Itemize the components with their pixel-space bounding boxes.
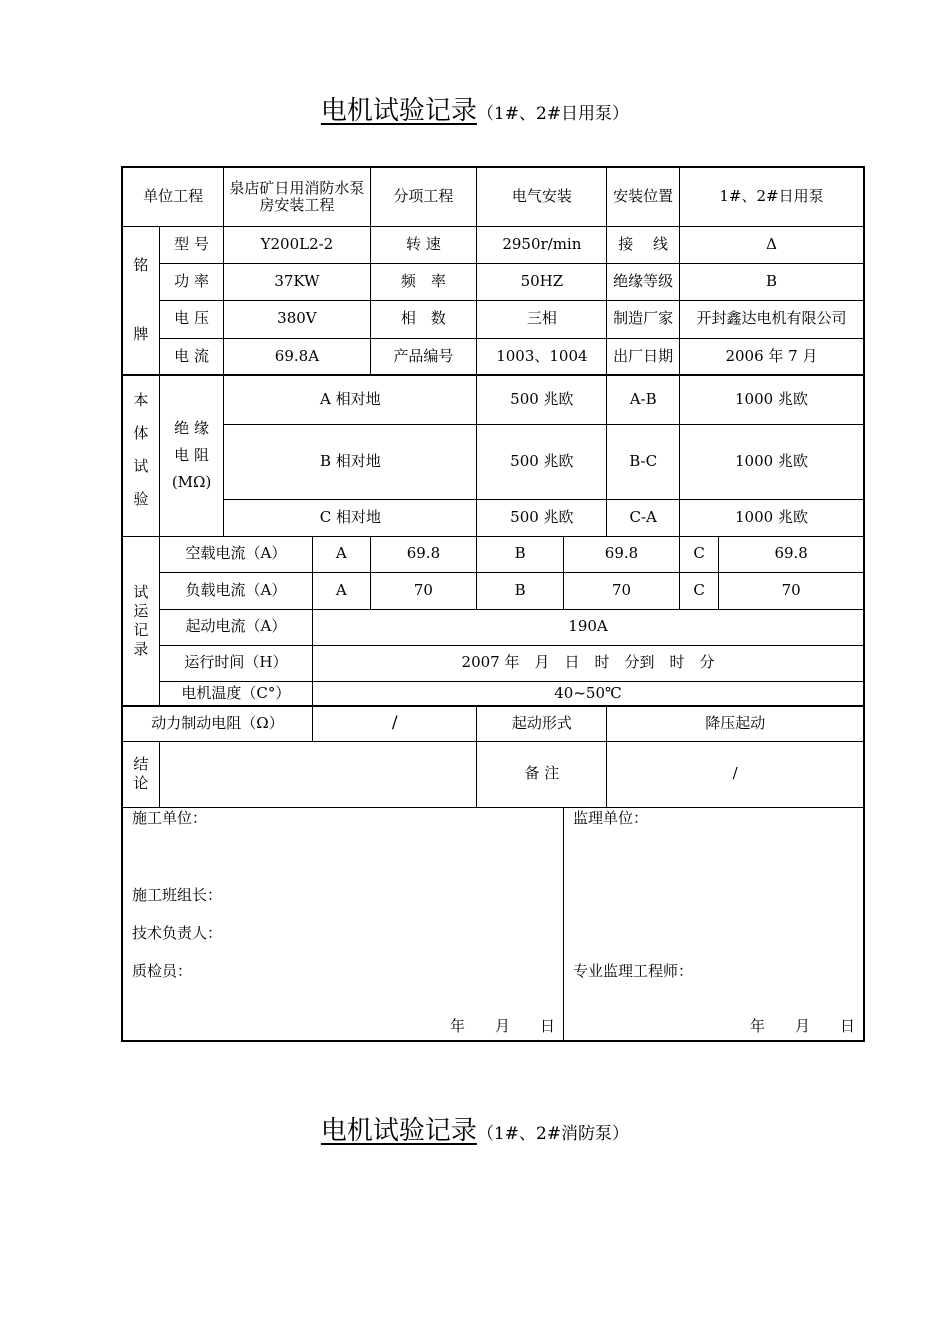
title-main: 电机试验记录	[320, 96, 477, 126]
nameplate-group-label: 铭 牌	[122, 226, 159, 375]
nameplate-row	[122, 300, 864, 338]
unit-project-value: 泉店矿日用消防水泵房安装工程	[224, 167, 370, 226]
title-sub: （1#、2#消防泵）	[476, 1124, 630, 1144]
motor-test-record-table	[121, 166, 865, 1042]
phase-ab-label: A-B	[607, 375, 680, 424]
current-label: 电 流	[159, 338, 224, 375]
motor-temp-value: 40~50℃	[313, 681, 864, 706]
insulation-class-label: 绝缘等级	[607, 263, 680, 300]
noload-current-label: 空载电流（A）	[159, 536, 312, 572]
load-b-label: B	[477, 572, 564, 609]
phase-b-ground-value: 500 兆欧	[477, 424, 607, 499]
load-current-label: 负载电流（A）	[159, 572, 312, 609]
start-current-label: 起动电流（A）	[159, 609, 312, 645]
insulation-row	[122, 424, 864, 499]
phase-a-ground-value: 500 兆欧	[477, 375, 607, 424]
load-c-value: 70	[719, 572, 864, 609]
phase-ca-label: C-A	[607, 499, 680, 536]
sub-project-label: 分项工程	[370, 167, 477, 226]
load-c-label: C	[679, 572, 718, 609]
noload-b-value: 69.8	[564, 536, 680, 572]
conclusion-label: 结 论	[122, 741, 159, 807]
noload-c-label: C	[679, 536, 718, 572]
manufacture-date-label: 出厂日期	[607, 338, 680, 375]
nameplate-row	[122, 226, 864, 263]
power-label: 功 率	[159, 263, 224, 300]
remark-value: /	[607, 741, 864, 807]
insulation-row	[122, 499, 864, 536]
product-number-value: 1003、1004	[477, 338, 607, 375]
start-current-value: 190A	[313, 609, 864, 645]
current-value: 69.8A	[224, 338, 370, 375]
unit-project-label: 单位工程	[122, 167, 224, 226]
signature-row	[122, 807, 864, 1041]
location-value: 1#、2#日用泵	[679, 167, 864, 226]
nameplate-row	[122, 263, 864, 300]
load-a-label: A	[313, 572, 370, 609]
supervisor-engineer-label: 专业监理工程师：	[573, 961, 694, 980]
body-test-group-label: 本 体 试 验	[122, 375, 159, 536]
title-main: 电机试验记录	[320, 1116, 477, 1146]
manufacture-date-value: 2006 年 7 月	[679, 338, 864, 375]
wiring-value: Δ	[679, 226, 864, 263]
header-row	[122, 167, 864, 226]
speed-label: 转 速	[370, 226, 477, 263]
phase-bc-value: 1000 兆欧	[679, 424, 864, 499]
phase-c-ground-value: 500 兆欧	[477, 499, 607, 536]
wiring-label: 接 线	[607, 226, 680, 263]
phase-ca-value: 1000 兆欧	[679, 499, 864, 536]
conclusion-row	[122, 741, 864, 807]
sub-project-value: 电气安装	[477, 167, 607, 226]
voltage-value: 380V	[224, 300, 370, 338]
noload-b-label: B	[477, 536, 564, 572]
supervision-signature-block	[564, 807, 864, 1041]
run-time-row	[122, 645, 864, 681]
manufacturer-value: 开封鑫达电机有限公司	[679, 300, 864, 338]
brake-row	[122, 706, 864, 741]
manufacturer-label: 制造厂家	[607, 300, 680, 338]
title-sub: （1#、2#日用泵）	[476, 104, 630, 124]
phase-a-ground-label: A 相对地	[224, 375, 477, 424]
supervision-unit-label: 监理单位：	[573, 808, 649, 827]
insulation-resistance-label: 绝 缘 电 阻 (MΩ)	[159, 375, 224, 536]
conclusion-value	[159, 741, 477, 807]
load-b-value: 70	[564, 572, 680, 609]
model-label: 型 号	[159, 226, 224, 263]
phase-label: 相 数	[370, 300, 477, 338]
noload-a-value: 69.8	[370, 536, 477, 572]
phase-b-ground-label: B 相对地	[224, 424, 477, 499]
brake-resistance-label: 动力制动电阻（Ω）	[122, 706, 313, 741]
speed-value: 2950r/min	[477, 226, 607, 263]
brake-resistance-value: /	[313, 706, 477, 741]
tech-lead-label: 技术负责人：	[132, 923, 223, 942]
insulation-row	[122, 375, 864, 424]
construction-date: 年 月 日	[450, 1017, 556, 1036]
record-title-2	[0, 1110, 950, 1147]
construction-signature-block	[122, 807, 564, 1041]
frequency-value: 50HZ	[477, 263, 607, 300]
phase-ab-value: 1000 兆欧	[679, 375, 864, 424]
phase-value: 三相	[477, 300, 607, 338]
location-label: 安装位置	[607, 167, 680, 226]
record-title	[0, 90, 950, 127]
load-a-value: 70	[370, 572, 477, 609]
frequency-label: 频 率	[370, 263, 477, 300]
run-time-value: 2007 年 月 日 时 分到 时 分	[313, 645, 864, 681]
noload-a-label: A	[313, 536, 370, 572]
product-number-label: 产品编号	[370, 338, 477, 375]
run-time-label: 运行时间（H）	[159, 645, 312, 681]
phase-bc-label: B-C	[607, 424, 680, 499]
start-current-row	[122, 609, 864, 645]
remark-label: 备 注	[477, 741, 607, 807]
model-value: Y200L2-2	[224, 226, 370, 263]
inspector-label: 质检员：	[132, 961, 193, 980]
start-mode-value: 降压起动	[607, 706, 864, 741]
noload-current-row	[122, 536, 864, 572]
start-mode-label: 起动形式	[477, 706, 607, 741]
motor-temp-label: 电机温度（C°）	[159, 681, 312, 706]
noload-c-value: 69.8	[719, 536, 864, 572]
construction-unit-label: 施工单位：	[132, 808, 208, 827]
supervision-date: 年 月 日	[749, 1017, 855, 1036]
voltage-label: 电 压	[159, 300, 224, 338]
insulation-class-value: B	[679, 263, 864, 300]
power-value: 37KW	[224, 263, 370, 300]
load-current-row	[122, 572, 864, 609]
phase-c-ground-label: C 相对地	[224, 499, 477, 536]
nameplate-row	[122, 338, 864, 375]
team-leader-label: 施工班组长：	[132, 885, 223, 904]
motor-temp-row	[122, 681, 864, 706]
trial-run-group-label: 试 运 记 录	[122, 536, 159, 706]
